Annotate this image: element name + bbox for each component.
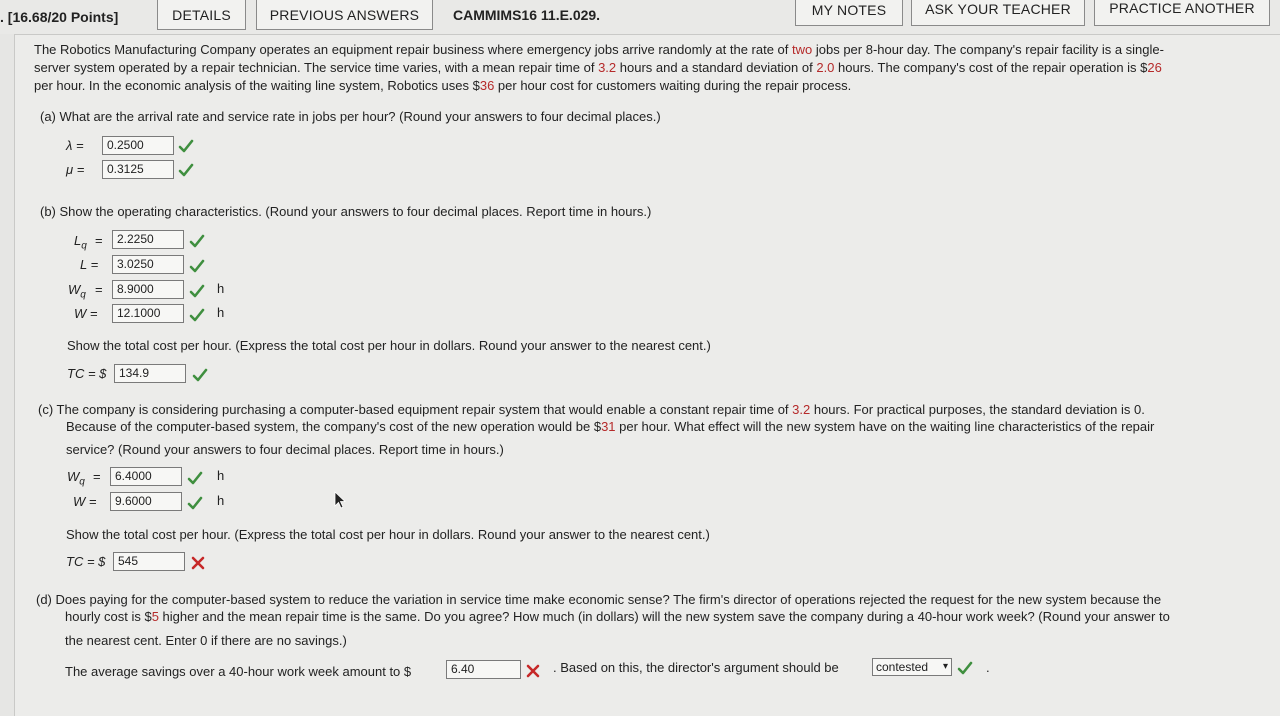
chevron-down-icon: ▾ — [942, 661, 948, 672]
check-icon — [189, 283, 205, 299]
check-icon — [187, 495, 203, 511]
question-header — [0, 0, 1280, 34]
lambda-input[interactable]: 0.2500 — [102, 136, 174, 155]
check-icon — [187, 470, 203, 486]
intro-line-2: server system operated by a repair technician. The service time varies, with a mean repair time of 3.2 hours and a standard deviation of 2.0 hours. The company's cost of the repair operation is $26 — [34, 60, 1162, 75]
part-c-line-3: service? (Round your answers to four decimal places. Report time in hours.) — [66, 442, 504, 457]
part-c-line-1: (c) The company is considering purchasing a computer-based equipment repair system that would enable a constant repair time of 3.2 hours. For practical purposes, the standard deviation is 0. — [38, 402, 1145, 417]
mouse-cursor-icon — [334, 491, 346, 509]
trailing-period: . — [986, 660, 990, 675]
tc-label: TC = $ — [67, 366, 107, 381]
l-input[interactable]: 3.0250 — [112, 255, 184, 274]
equals-sign: = — [95, 233, 103, 248]
practice-another-button[interactable]: PRACTICE ANOTHER — [1094, 0, 1270, 26]
wq-input[interactable]: 8.9000 — [112, 280, 184, 299]
part-d-line-1: (d) Does paying for the computer-based system to reduce the variation in service time make economic sense? The firm's director of operations rejected the request for the new system because the — [36, 592, 1162, 607]
question-id: CAMMIMS16 11.E.029. — [453, 7, 601, 23]
lq-label: $L_q$ — [74, 233, 87, 252]
check-icon — [178, 138, 194, 154]
lq-input[interactable]: 2.2250 — [112, 230, 184, 249]
w-label: W = — [74, 306, 98, 321]
check-icon — [957, 660, 973, 676]
part-d-line-2: hourly cost is $5 higher and the mean repair time is the same. Do you agree? How much (in dollars) will the new system save the company during a 40-hour work week? (Round your answer to — [65, 609, 1170, 624]
tc-label: TC = $ — [66, 554, 106, 569]
argument-select[interactable] — [872, 658, 952, 676]
hours-unit: h — [217, 493, 225, 508]
part-b-cost-prompt: Show the total cost per hour. (Express the total cost per hour in dollars. Round your answer to the nearest cent.) — [67, 338, 711, 353]
argument-select-value: contested — [876, 660, 929, 674]
mu-input[interactable]: 0.3125 — [102, 160, 174, 179]
previous-answers-button[interactable]: PREVIOUS ANSWERS — [256, 0, 433, 30]
l-label: L = — [80, 257, 99, 272]
my-notes-button[interactable]: MY NOTES — [795, 0, 903, 26]
check-icon — [178, 162, 194, 178]
points-score: . [16.68/20 Points] — [0, 9, 119, 25]
check-icon — [192, 367, 208, 383]
equals-sign: = — [93, 469, 101, 484]
check-icon — [189, 233, 205, 249]
part-c-cost-prompt: Show the total cost per hour. (Express the total cost per hour in dollars. Round your answer to the nearest cent.) — [66, 527, 710, 542]
part-b-prompt: (b) Show the operating characteristics. (Round your answers to four decimal places. Report time in hours.) — [40, 204, 652, 219]
part-a-prompt: (a) What are the arrival rate and service rate in jobs per hour? (Round your answers to four decimal places.) — [40, 109, 661, 124]
hours-unit: h — [217, 281, 225, 296]
check-icon — [189, 307, 205, 323]
details-button[interactable]: DETAILS — [157, 0, 246, 30]
ask-teacher-button[interactable]: ASK YOUR TEACHER — [911, 0, 1085, 26]
mu-label: μ = — [66, 162, 85, 177]
part-c-line-2: Because of the computer-based system, the company's cost of the new operation would be $31 per hour. What effect will the new system have on the waiting line characteristics of the repair — [66, 419, 1155, 434]
savings-prompt: The average savings over a 40-hour work week amount to $ — [65, 664, 412, 679]
lambda-label: λ = — [66, 138, 84, 153]
tc-input[interactable]: 134.9 — [114, 364, 186, 383]
intro-line-1: The Robotics Manufacturing Company operates an equipment repair business where emergency jobs arrive randomly at the rate of two jobs per 8-hour day. The company's repair facility is a single- — [34, 42, 1164, 57]
equals-sign: = — [95, 282, 103, 297]
savings-input[interactable]: 6.40 — [446, 660, 521, 679]
cross-icon — [526, 664, 540, 678]
hours-unit: h — [217, 468, 225, 483]
wq-new-input[interactable]: 6.4000 — [110, 467, 182, 486]
part-d-line-3: the nearest cent. Enter 0 if there are no savings.) — [65, 633, 347, 648]
intro-line-3: per hour. In the economic analysis of the waiting line system, Robotics uses $36 per hour cost for customers waiting during the repair process. — [34, 78, 852, 93]
check-icon — [189, 258, 205, 274]
w-new-input[interactable]: 9.6000 — [110, 492, 182, 511]
w-label: W = — [73, 494, 97, 509]
wq-label: $W_q$ — [68, 282, 86, 301]
hours-unit: h — [217, 305, 225, 320]
w-input[interactable]: 12.1000 — [112, 304, 184, 323]
wq-label: $W_q$ — [67, 469, 85, 488]
tc-new-input[interactable]: 545 — [113, 552, 185, 571]
director-argument-text: . Based on this, the director's argument should be — [553, 660, 839, 675]
cross-icon — [191, 556, 205, 570]
